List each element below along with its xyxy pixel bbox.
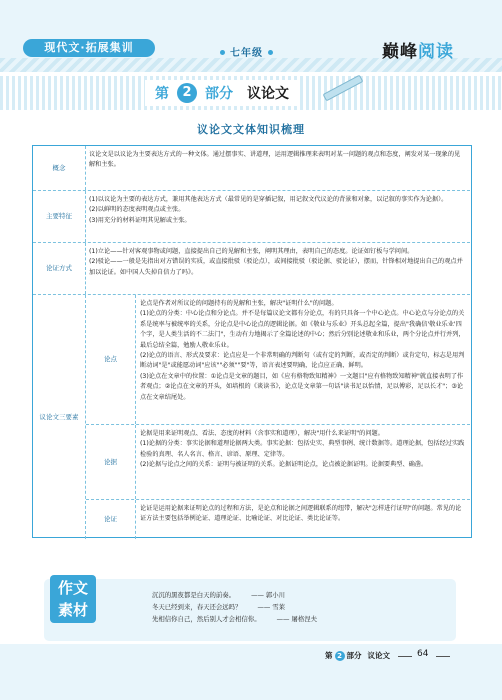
knowledge-table	[32, 145, 472, 538]
thesis-item: (3)论点在文章中的位置：①论点是文章的题目，如《应有格物致知精神》一文题目"应有格物致知精神"就直接表明了作者观点；②论点在文章的开头，如培根的《谈读书》，论点是文章第一句话"读书足以怡情，足以傅彩，足以长才"；③论点在文章结尾处。	[140, 372, 464, 401]
section-title: 议论文文体知识梳理	[197, 123, 305, 136]
sub-row-evidence	[86, 425, 470, 500]
brand-part2: 阅读	[418, 42, 454, 62]
part-prefix: 第	[155, 86, 169, 102]
row-label-features: 主要特征	[33, 191, 86, 242]
quote-author: —— 郭小川	[251, 591, 286, 599]
quote-text: 先相信你自己，然后别人才会相信你。	[152, 615, 261, 623]
row-content-methods	[89, 243, 466, 294]
evidence-item: (1)论据的分类：事实论据和道理论据两大类。事实论据：包括史实、典型事例、统计数据等。道理论据，包括经过实践检验的真理、名人名言、格言、谚语、原理、定律等。	[140, 440, 465, 458]
page-divider-left	[398, 656, 412, 657]
writing-material-icon	[50, 575, 96, 623]
quote-author: —— 屠格涅夫	[276, 615, 318, 623]
evidence-item: 论据是用来证明观点、看法、态度的材料（含事实和道理），解决"用什么来证明"的问题。	[140, 430, 384, 437]
dot-icon	[220, 50, 225, 55]
icon-text-line: 作文	[57, 579, 88, 597]
table-row-concept	[33, 146, 470, 191]
dot-icon	[268, 50, 273, 55]
series-tag: 现代文·拓展集训	[23, 39, 155, 57]
page-divider-right	[436, 656, 450, 657]
sub-label-evidence: 论据	[86, 425, 136, 499]
feature-item: (3)用充分的材料证明其见解或主张。	[89, 216, 191, 224]
method-item: (1)立论——针对客观事物或问题，直接提出自己的见解和主张，阐明其理由，表明自己的态度。论证如钉板与学问间。	[89, 248, 414, 255]
row-label-methods: 论证方式	[33, 243, 86, 294]
quote-list	[152, 589, 317, 625]
table-row-methods	[33, 243, 470, 295]
quote-text: 沉沉的黑夜都是白天的前奏。	[152, 591, 236, 599]
part-number-badge: 2	[177, 83, 197, 103]
icon-text-line: 素材	[57, 601, 88, 619]
row-content-concept	[89, 146, 466, 190]
grade-label	[215, 44, 278, 59]
thesis-item: (1)论点的分类：中心论点和分论点。并不是每篇议论文都有分论点，有的只具备一个中心论点。中心论点与分论点的关系是统率与被统率的关系，分论点是中心论点的逻辑论据。如《敬业与乐业》开头总起全篇，提出"我确信'敬业乐业'四个字，是人类生活的不二法门"，生动有力地揭示了全篇论述的中心；然后分别论述敬业和乐业，两个分论点并行并列，最后总结全篇，勉励人敬业乐业。	[140, 310, 465, 349]
footer-number-badge: 2	[335, 651, 345, 661]
quote-line	[152, 589, 317, 601]
footer-suffix: 部分	[346, 651, 362, 660]
row-label-concept: 概念	[33, 146, 86, 190]
sub-label-thesis: 论点	[86, 295, 136, 424]
footer-name: 议论文	[367, 651, 390, 660]
quote-line	[152, 601, 317, 613]
brand-logo	[382, 37, 454, 62]
page-number: 64	[417, 649, 429, 659]
footer-part-label	[325, 650, 390, 661]
part-name: 议论文	[247, 86, 289, 102]
table-row-elements	[33, 295, 470, 539]
sub-label-argument: 论证	[86, 500, 136, 539]
quote-text: 冬天已经到来，春天还会远吗？	[152, 603, 242, 611]
grade-text: 七年级	[230, 48, 263, 59]
part-title	[145, 80, 299, 106]
sub-content-evidence	[140, 425, 466, 499]
row-content-features	[89, 191, 466, 242]
concept-text: 议论文是以议论为主要表达方式的一种文体。通过摆事实、讲道理，运用逻辑推理来表明对某一问题的观点和态度，阐发对某一现象的见解和主张。	[89, 151, 461, 169]
sub-row-thesis	[86, 295, 470, 425]
feature-item: (2)以鲜明的态度表明观点或主张。	[89, 206, 185, 214]
argument-text: 论证是运用论据来证明论点的过程和方法，是论点和论据之间逻辑联系的纽带，解决"怎样进行证明"的问题。常见的论证方法主要包括举例论证、道理论证、比喻论证、对比论证、类比论证等。	[140, 505, 462, 523]
thesis-item: (2)论点的语言、形式及要求：论点应是一个非常明确的判断句（或有定的判断，或否定的判断）或肯定句，标志是用判断动词"是"或能愿动词"应该""必须""要"等，语言表述要明确，论点应正确、鲜明。	[140, 352, 465, 370]
sub-content-argument	[140, 500, 466, 539]
method-item: (2)驳论——一般是先指出对方错误的实质，或直接批驳（驳论点），或间接批驳（驳论据、驳论证），摆而，针锋相对地提出自己的观点并加以论证。如中国人失掉自信力了吗》。	[89, 258, 463, 276]
evidence-item: (2)论据与论点之间的关系：证明与被证明的关系。论据证明论点，论点被论据证明。论据要典型、确凿。	[140, 461, 428, 469]
row-label-elements: 议论文三要素	[33, 295, 86, 539]
sub-row-argument	[86, 500, 470, 539]
part-suffix: 部分	[205, 86, 233, 102]
sub-content-thesis	[140, 295, 466, 424]
footer-prefix: 第	[325, 651, 333, 660]
table-row-features	[33, 191, 470, 243]
quote-line	[152, 613, 317, 625]
feature-item: (1)以议论为主要的表达方式，兼用其他表达方式（最常见的是穿插记叙，用记叙文代议论的背景和对象，以记叙的事实作为论据）。	[89, 196, 448, 203]
quote-author: —— 雪莱	[257, 603, 286, 611]
brand-part1: 巅峰	[382, 42, 418, 62]
thesis-item: 论点是作者对所议论的问题持有的见解和主张，解决"证明什么"的问题。	[140, 300, 338, 307]
